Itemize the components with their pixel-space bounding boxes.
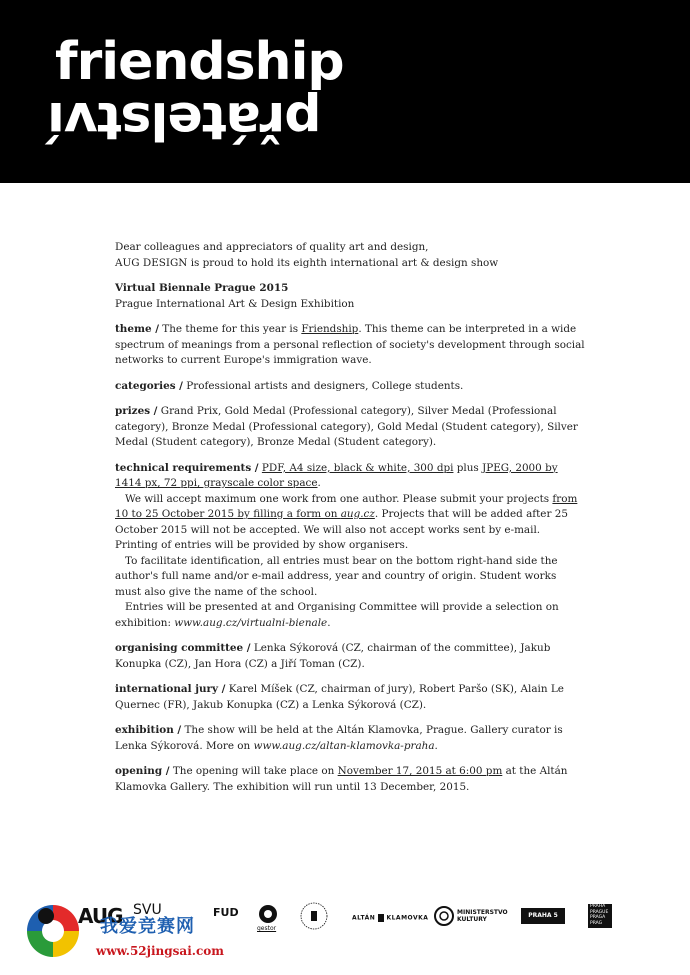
site-logo-icon <box>24 902 82 960</box>
fud-logo: FUD <box>213 906 239 919</box>
klamovka-text: KLAMOVKA <box>386 914 429 922</box>
submission-form-link-text: from 10 to 25 October 2015 by filling a form on <box>115 492 578 520</box>
prizes-text: Grand Prix, Gold Medal (Professional category), Silver Medal (Professional category), Bronze Medal (Professional category), Gold Medal (Student category), Silver Medal (Student category), Bronze Medal (Student category). <box>115 405 578 448</box>
categories-section <box>115 379 585 395</box>
committee-label: organising committee / <box>115 642 251 654</box>
exhibition-text-a: The show will be held at the Altán Klamovka, Prague. Gallery curator is Lenka Sýkorová. More on <box>115 724 563 752</box>
aug-logo: AUG <box>78 904 123 928</box>
gestor-icon <box>258 904 278 924</box>
technical-para1-b: . Projects that will be added after 25 October 2015 will not be accepted. We will also not accept works sent by e-mail. Printing of entries will be provided by show organisers. <box>115 508 568 551</box>
seal-icon <box>300 902 328 930</box>
opening-date: November 17, 2015 at 6:00 pm <box>337 765 503 777</box>
submission-site: aug.cz <box>340 508 375 520</box>
theme-link[interactable]: Friendship <box>301 323 359 335</box>
ministry-logo <box>457 909 508 923</box>
intro <box>115 240 585 271</box>
exhibition-label: exhibition / <box>115 724 182 736</box>
praha-line-3: PRAGA <box>590 915 606 920</box>
document-body <box>115 240 585 805</box>
opening-section <box>115 764 585 795</box>
opening-text-a: The opening will take place on <box>169 765 338 777</box>
technical-spec-pdf: PDF, A4 size, black & white, 300 dpi <box>261 461 454 474</box>
praha-line-4: PRAG <box>590 920 603 926</box>
theme-label: theme / <box>115 323 159 335</box>
praha-line-2: PRAGUE <box>590 909 609 915</box>
jury-label: international jury / <box>115 683 226 695</box>
altan-text: ALTÁN <box>352 914 376 922</box>
event-name: Virtual Biennale Prague 2015 <box>115 282 289 294</box>
opening-text-b: at the Altán Klamovka Gallery. The exhibition will run until 13 December, 2015. <box>115 765 568 793</box>
ministry-line-2: KULTURY <box>457 916 487 923</box>
ministry-line-1: MINISTERSTVO <box>457 909 508 916</box>
committee-text: Lenka Sýkorová (CZ, chairman of the committee), Jakub Konupka (CZ), Jan Hora (CZ) a Jiří Toman (CZ). <box>115 642 551 670</box>
technical-para3-b: . <box>327 616 331 629</box>
technical-para2: To facilitate identification, all entries must bear on the bottom right-hand side the author's full name and/or e-mail address, year and country of origin. Student works must also give the name of the school. <box>115 554 558 598</box>
categories-label: categories / <box>115 379 183 392</box>
title-pratelstvi-mirrored: přátelství <box>48 90 322 150</box>
theme-text-b: . This theme can be interpreted in a wide spectrum of meanings from a personal reflection of society's development through social networks to current Europe's immigration wave. <box>115 323 585 366</box>
altan-url[interactable]: www.aug.cz/altan-klamovka-praha <box>253 739 435 752</box>
watermark-chinese: 我爱竞赛网 <box>100 916 195 937</box>
praha-logo <box>588 904 612 928</box>
technical-para1-a: We will accept maximum one work from one author. Please submit your projects <box>125 492 553 505</box>
theme-text-a: The theme for this year is <box>158 323 302 335</box>
prizes-section <box>115 404 585 451</box>
intro-line-2: AUG DESIGN is proud to hold its eighth international art & design show <box>115 256 499 269</box>
exhibition-text-b: . <box>434 739 438 752</box>
event-block <box>115 281 585 312</box>
sponsor-logos <box>0 890 690 975</box>
jury-section <box>115 682 585 713</box>
ministry-icon <box>434 906 454 926</box>
svu-logo: SVU <box>133 902 162 918</box>
technical-section <box>115 461 585 632</box>
intro-line-1: Dear colleagues and appreciators of quality art and design, <box>115 241 429 253</box>
bienale-url[interactable]: www.aug.cz/virtualni-bienale <box>174 616 328 629</box>
technical-spec-jpeg: JPEG, 2000 by 1414 px, 72 ppi, grayscale color space <box>115 461 558 489</box>
exhibition-section <box>115 723 585 754</box>
technical-plus: plus <box>453 461 483 474</box>
categories-text: Professional artists and designers, College students. <box>182 379 464 392</box>
committee-section <box>115 641 585 672</box>
title-friendship: friendship <box>55 32 344 92</box>
altan-mark-icon <box>378 914 384 922</box>
praha-line-1: PRAHA <box>590 904 606 909</box>
opening-label: opening / <box>115 765 170 777</box>
technical-dot: . <box>317 477 321 489</box>
header-banner <box>0 0 690 183</box>
gestor-logo: gestor <box>257 925 277 932</box>
prizes-label: prizes / <box>115 405 158 417</box>
jury-text: Karel Míšek (CZ, chairman of jury), Robert Paršo (SK), Alain Le Quernec (FR), Jakub Konupka (CZ) a Lenka Sýkorová (CZ). <box>115 683 564 711</box>
theme-section <box>115 322 585 369</box>
praha5-logo: PRAHA 5 <box>521 908 565 924</box>
event-subtitle: Prague International Art & Design Exhibition <box>115 297 355 310</box>
technical-label: technical requirements / <box>115 461 259 474</box>
altan-logo <box>352 914 428 922</box>
watermark-url: www.52jingsai.com <box>96 944 224 958</box>
technical-para3-a: Entries will be presented at and Organising Committee will provide a selection on exhibition: <box>115 601 559 629</box>
